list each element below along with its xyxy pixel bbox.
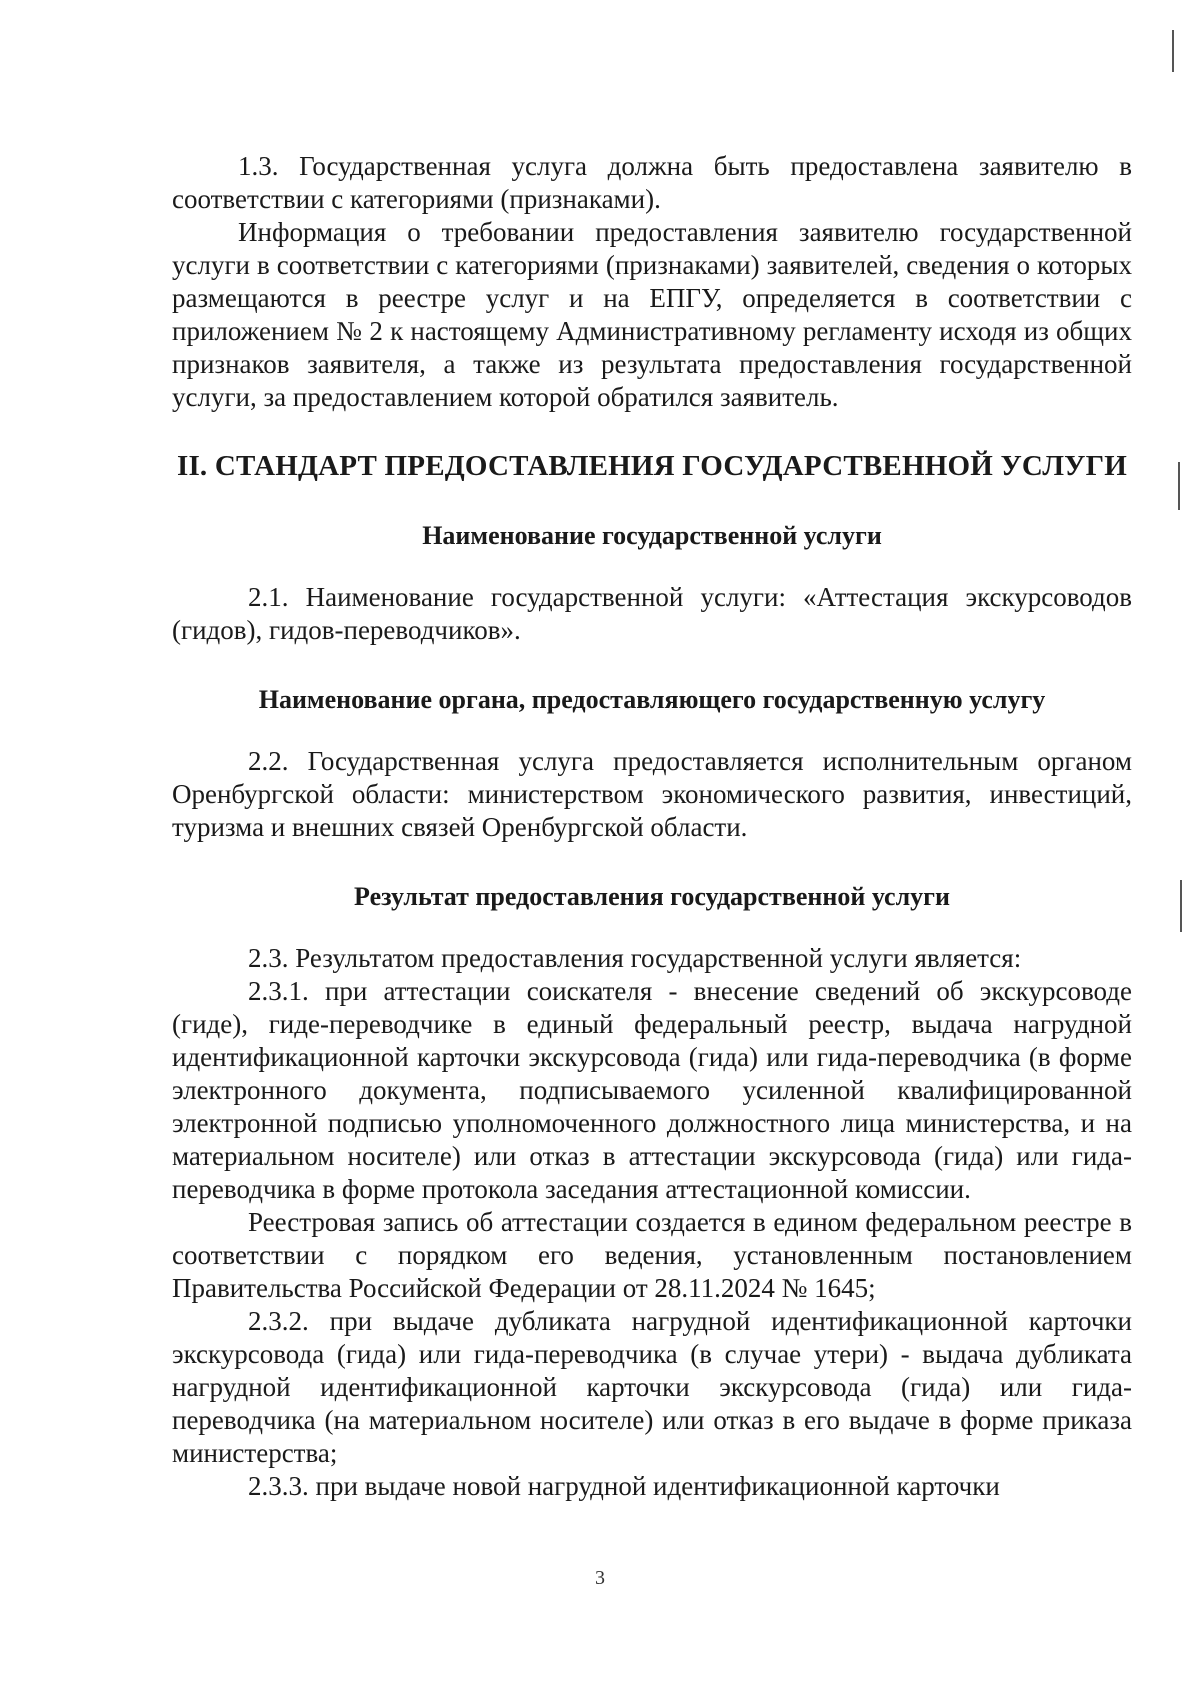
subsection-heading-result: Результат предоставления государственной услуги bbox=[354, 882, 950, 911]
paragraph-2-3-1: 2.3.1. при аттестации соискателя - внесение сведений об экскурсоводе (гиде), гиде-переводчике в единый федеральный реестр, выдача нагрудной идентификационной карточки экскурсовода (гида) или гида-переводчика (в форме электронного документа, подписываемого усиленной квалифицированной электронной подписью уполномоченного должностного лица министерства, и на материальном носителе) или отказ в аттестации экскурсовода (гида) или гида-переводчика в форме протокола заседания аттестационной комиссии. bbox=[172, 976, 1132, 1204]
page-number: 3 bbox=[595, 1567, 605, 1589]
subsection-heading-authority: Наименование органа, предоставляющего государственную услугу bbox=[258, 685, 1046, 714]
scan-edge-mark bbox=[1172, 30, 1174, 72]
paragraph-info: Информация о требовании предоставления заявителю государственной услуги в соответствии с категориями (признаками) заявителей, сведения о которых размещаются в реестре услуг и на ЕПГУ, определяется в соответствии с приложением № 2 к настоящему Административному регламенту исходя из общих признаков заявителя, а также из результата предоставления государственной услуги, за предоставлением которой обратился заявитель. bbox=[172, 217, 1132, 412]
paragraph-2-3-3: 2.3.3. при выдаче новой нагрудной идентификационной карточки bbox=[248, 1471, 1000, 1501]
paragraph-2-3-2: 2.3.2. при выдаче дубликата нагрудной идентификационной карточки экскурсовода (гида) или гида-переводчика (в случае утери) - выдача дубликата нагрудной идентификационной карточки экскурсовода (гида) или гида-переводчика (на материальном носителе) или отказ в его выдаче в форме приказа министерства; bbox=[172, 1306, 1132, 1468]
section-title: II. СТАНДАРТ ПРЕДОСТАВЛЕНИЯ ГОСУДАРСТВЕННОЙ УСЛУГИ bbox=[176, 450, 1128, 482]
paragraph-1-3: 1.3. Государственная услуга должна быть предоставлена заявителю в соответствии с категориями (признаками). bbox=[172, 151, 1132, 214]
document-page bbox=[172, 150, 1132, 1630]
subsection-heading-service-name: Наименование государственной услуги bbox=[422, 521, 882, 550]
paragraph-registry: Реестровая запись об аттестации создается в едином федеральном реестре в соответствии с порядком его ведения, установленным постановлением Правительства Российской Федерации от 28.11.2024 № 1645; bbox=[172, 1207, 1132, 1303]
paragraph-2-3: 2.3. Результатом предоставления государственной услуги является: bbox=[248, 943, 1022, 973]
paragraph-2-1: 2.1. Наименование государственной услуги: «Аттестация экскурсоводов (гидов), гидов-переводчиков». bbox=[172, 582, 1132, 645]
paragraph-2-2: 2.2. Государственная услуга предоставляется исполнительным органом Оренбургской области: министерством экономического развития, инвестиций, туризма и внешних связей Оренбургской области. bbox=[172, 746, 1132, 842]
scan-edge-mark bbox=[1178, 462, 1180, 510]
scan-edge-mark bbox=[1180, 880, 1182, 932]
